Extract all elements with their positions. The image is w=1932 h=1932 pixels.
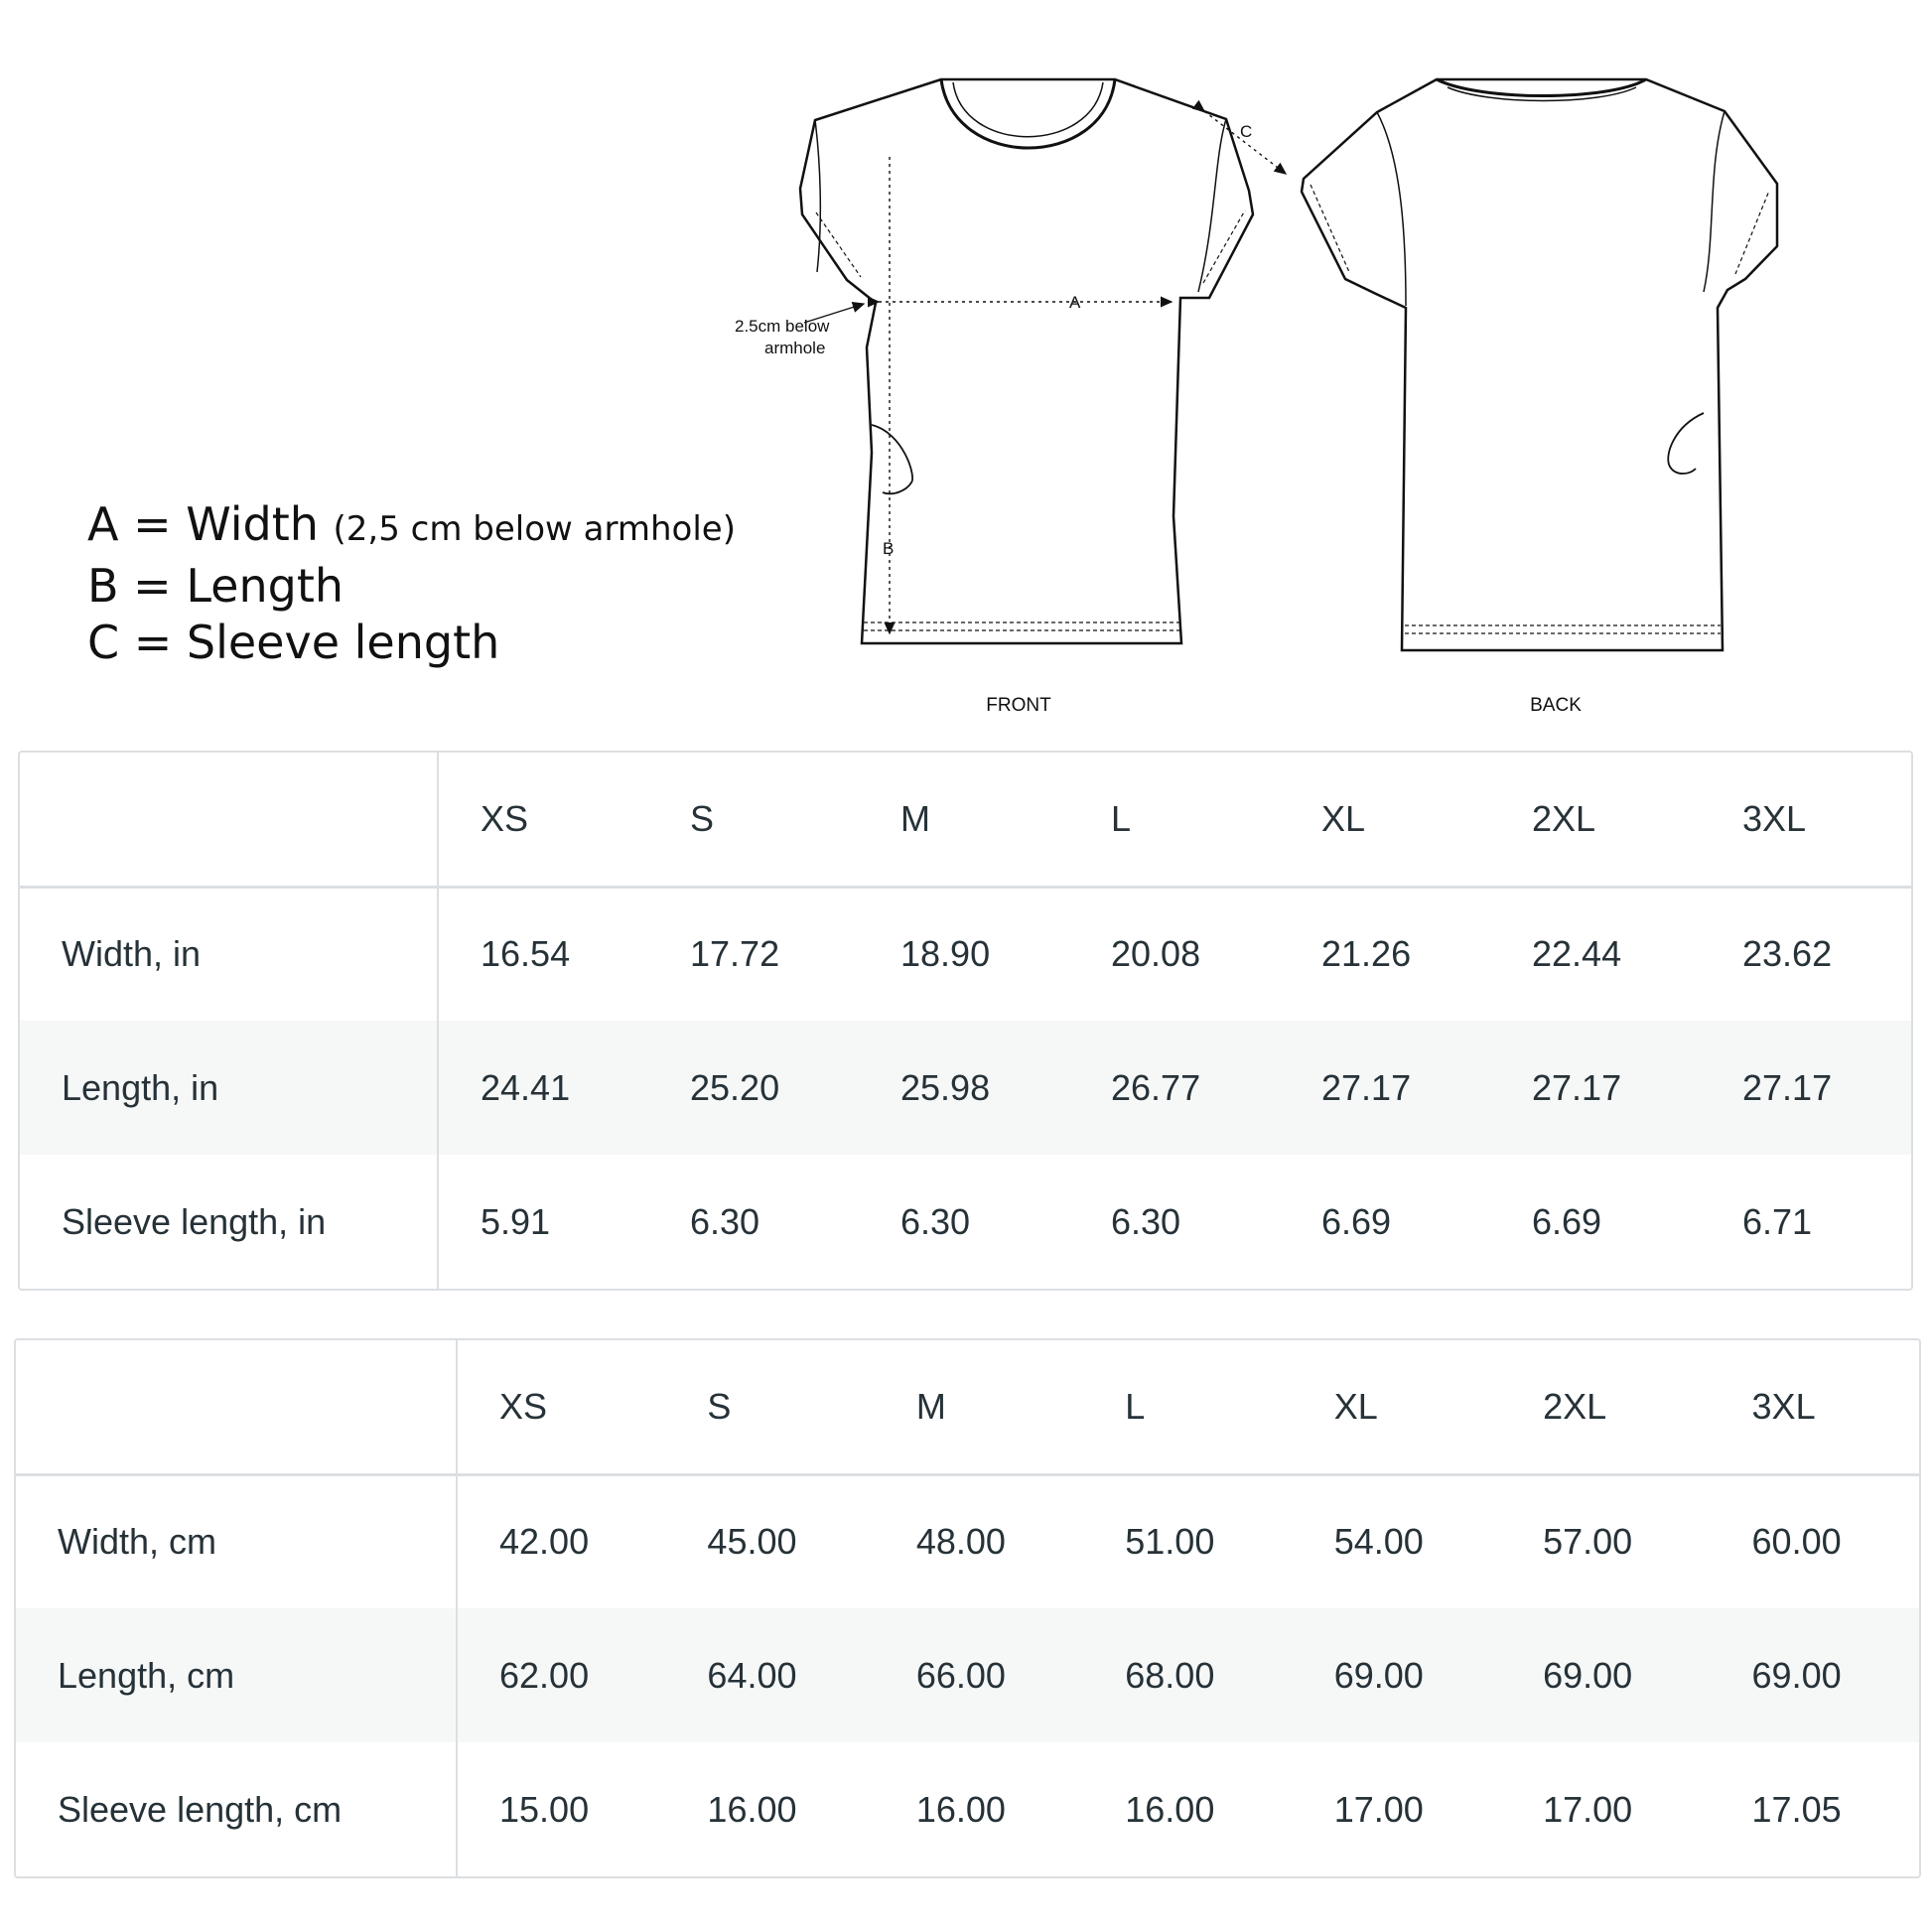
legend-width [87,496,736,558]
tshirt-diagram [725,60,1797,735]
row-label: Width, in [20,887,438,1021]
header-size-m: M [859,753,1069,887]
front-marker-a: A [1069,293,1081,312]
back-shirt-drawing [1302,79,1777,650]
table-cell: 45.00 [707,1521,797,1563]
row-label: Sleeve length, cm [16,1742,457,1876]
table-cell: 16.00 [915,1788,1006,1830]
row-label: Width, cm [16,1474,457,1608]
front-shirt-drawing [800,79,1286,643]
table-cell: 6.30 [900,1200,971,1242]
header-size-3xl: 3XL [1701,753,1911,887]
table-cell: 64.00 [665,1608,874,1742]
header-size-m: M [875,1340,1083,1474]
armhole-note-line1: 2.5cm below [735,317,830,336]
table-cell: 21.26 [1321,933,1412,975]
legend-width-text: A = Width [87,497,319,551]
header-size-xs: XS [457,1340,665,1474]
legend-length: B = Length [87,559,345,613]
legend-sleeve-length: C = Sleeve length [87,616,500,669]
table-row [16,1608,1919,1742]
table-cell: 68.00 [1083,1608,1292,1742]
table-cell: 16.54 [481,933,571,975]
table-cell: 26.77 [1069,1021,1280,1155]
table-cell: 69.00 [1501,1608,1710,1742]
table-cell: 25.20 [648,1021,859,1155]
table-cell: 23.62 [1742,933,1833,975]
back-label: BACK [1530,695,1582,716]
size-chart-inches [18,751,1913,1291]
table-cell: 22.44 [1532,933,1622,975]
table-cell: 69.00 [1293,1608,1501,1742]
tshirt-diagram-svg [725,60,1797,735]
header-size-xl: XL [1293,1340,1501,1474]
table-cell: 27.17 [1701,1021,1911,1155]
header-size-l: L [1083,1340,1292,1474]
table-cell: 17.00 [1543,1788,1633,1830]
table-cell: 6.71 [1742,1200,1813,1242]
table-cell: 5.91 [481,1200,551,1242]
row-label: Sleeve length, in [20,1155,438,1289]
table-cell: 27.17 [1280,1021,1490,1155]
table-cell: 51.00 [1125,1521,1215,1563]
header-corner [16,1340,457,1474]
table-cell: 62.00 [457,1608,665,1742]
header-corner [20,753,438,887]
table-cell: 42.00 [499,1521,590,1563]
header-size-xl: XL [1280,753,1490,887]
measurement-legend [87,496,736,671]
table-cell: 69.00 [1711,1608,1919,1742]
header-size-3xl: 3XL [1711,1340,1919,1474]
table-cell: 17.05 [1751,1788,1842,1830]
table-cell: 17.72 [690,933,780,975]
table-row [20,1021,1911,1155]
table-cell: 6.69 [1321,1200,1392,1242]
header-size-xs: XS [438,753,648,887]
table-cell: 48.00 [915,1521,1006,1563]
header-size-2xl: 2XL [1501,1340,1710,1474]
table-row [20,1155,1911,1289]
table-header-row [20,753,1911,887]
row-label: Length, cm [16,1608,457,1742]
table-cell: 25.98 [859,1021,1069,1155]
table-cell: 17.00 [1333,1788,1424,1830]
size-chart-centimeters [14,1338,1921,1878]
legend-width-note: (2,5 cm below armhole) [333,509,736,549]
table-cell: 16.00 [1125,1788,1215,1830]
armhole-note-line2: armhole [764,339,826,357]
table-cell: 60.00 [1751,1521,1842,1563]
table-cell: 24.41 [438,1021,648,1155]
table-row [16,1742,1919,1876]
row-label: Length, in [20,1021,438,1155]
table-row [20,887,1911,1021]
front-marker-c: C [1240,122,1253,141]
header-size-s: S [648,753,859,887]
header-size-s: S [665,1340,874,1474]
table-cell: 18.90 [900,933,991,975]
table-cell: 15.00 [499,1788,590,1830]
table-header-row [16,1340,1919,1474]
header-size-2xl: 2XL [1490,753,1701,887]
table-cell: 16.00 [707,1788,797,1830]
table-cell: 27.17 [1490,1021,1701,1155]
front-marker-b: B [883,539,895,558]
table-cell: 66.00 [875,1608,1083,1742]
table-row [16,1474,1919,1608]
header-size-l: L [1069,753,1280,887]
table-cell: 6.69 [1532,1200,1602,1242]
table-cell: 6.30 [1111,1200,1181,1242]
table-cell: 54.00 [1333,1521,1424,1563]
table-cell: 57.00 [1543,1521,1633,1563]
table-cell: 6.30 [690,1200,760,1242]
front-label: FRONT [986,695,1051,716]
table-cell: 20.08 [1111,933,1201,975]
